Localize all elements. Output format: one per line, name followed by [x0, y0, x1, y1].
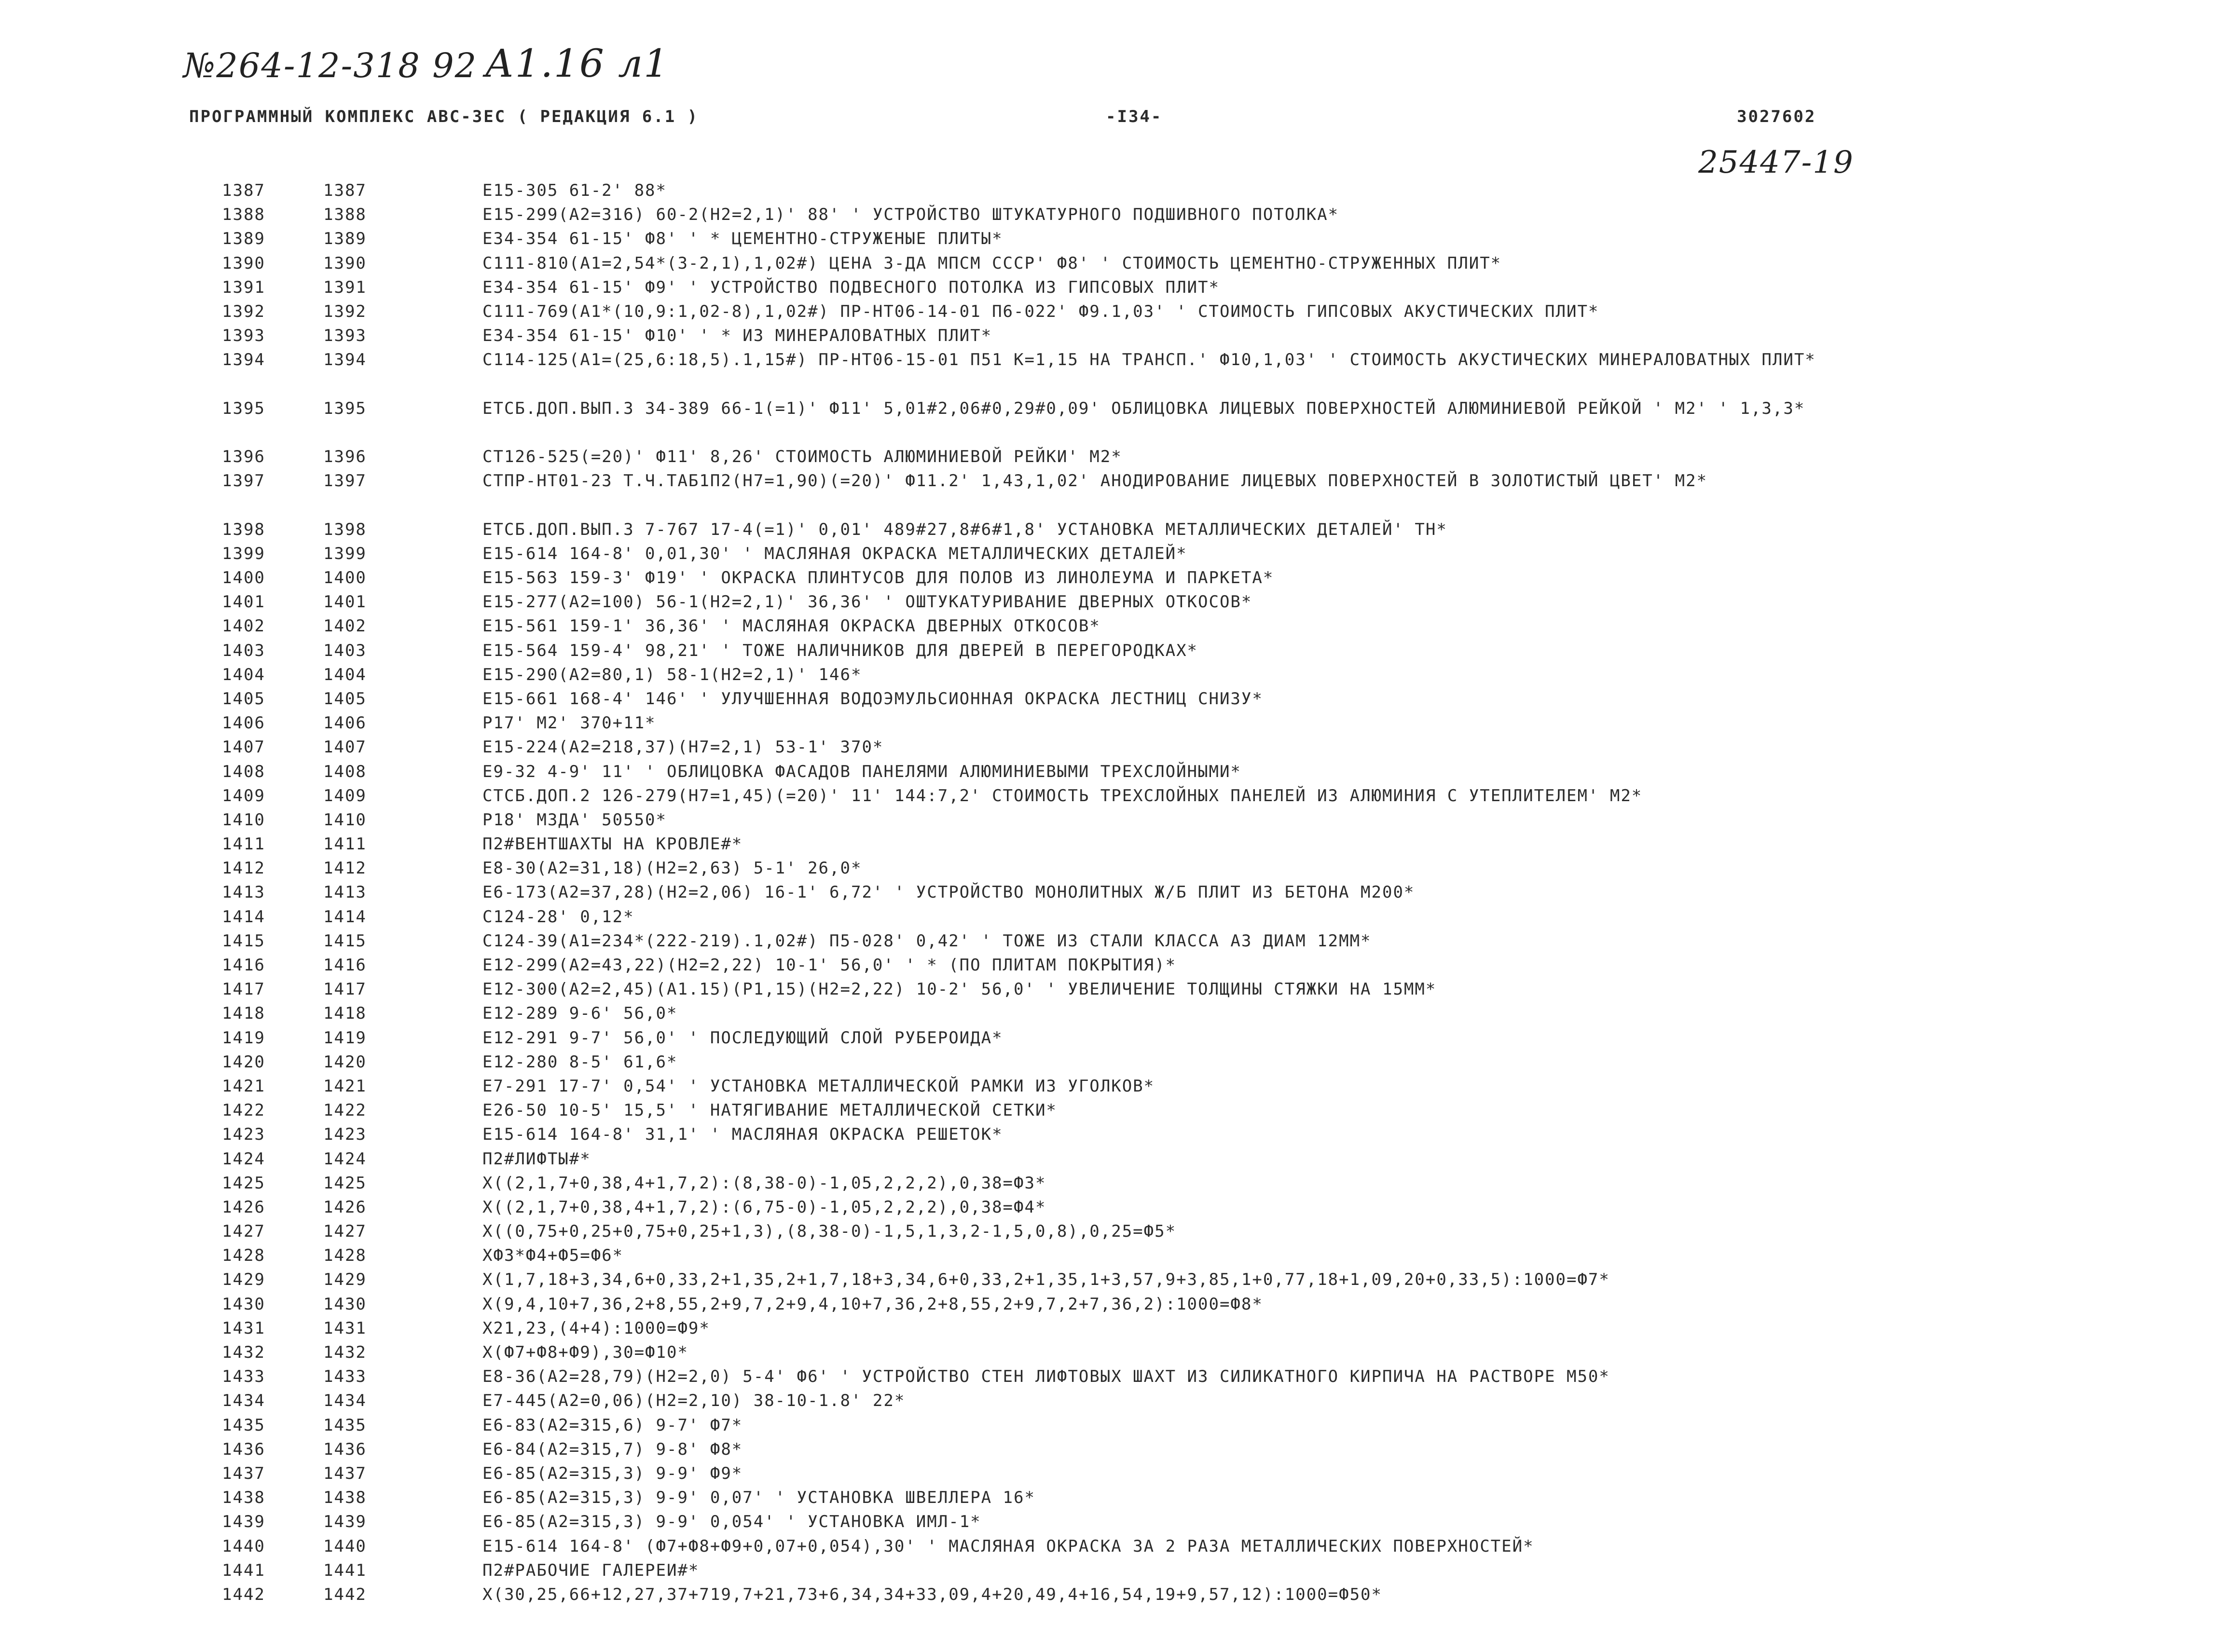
listing-row: [0, 348, 2228, 396]
line-number: 1431: [222, 1318, 265, 1338]
statement-text: Х((2,1,7+0,38,4+1,7,2):(8,38-0)-1,05,2,2,2),0,38=Ф3*: [482, 1173, 1046, 1193]
listing-row: [0, 542, 2228, 566]
statement-text: Е12-280 8-5' 61,6*: [482, 1052, 678, 1072]
line-number: 1423: [222, 1125, 265, 1145]
line-number: 1405: [222, 689, 265, 709]
listing-row: [0, 251, 2228, 275]
listing-row: [0, 832, 2228, 856]
handwritten-code: 25447-19: [1698, 145, 1854, 180]
handwritten-sheet-mark: А1.16 л1: [485, 41, 669, 86]
statement-text: Е34-354 61-15' Ф10' ' * ИЗ МИНЕРАЛОВАТНЫХ ПЛИТ*: [482, 326, 992, 346]
line-number: 1396: [222, 447, 265, 467]
statement-number: 1414: [323, 907, 367, 927]
statement-text: СТСБ.ДОП.2 126-279(Н7=1,45)(=20)' 11' 144:7,2' СТОИМОСТЬ ТРЕХСЛОЙНЫХ ПАНЕЛЕЙ ИЗ АЛЮМИНИЯ С УТЕПЛИТЕЛЕМ' М2*: [482, 786, 1643, 806]
statement-number: 1442: [323, 1584, 367, 1604]
statement-number: 1403: [323, 641, 367, 660]
statement-number: 1392: [323, 301, 367, 321]
statement-text: Е15-305 61-2' 88*: [482, 181, 667, 200]
statement-number: 1396: [323, 447, 367, 467]
statement-text: Е15-224(А2=218,37)(Н7=2,1) 53-1' 370*: [482, 737, 884, 757]
statement-text: С111-769(А1*(10,9:1,02-8),1,02#) ПР-НТ06-14-01 П6-022' Ф9.1,03' ' СТОИМОСТЬ ГИПСОВЫХ АКУСТИЧЕСКИХ ПЛИТ*: [482, 301, 1599, 321]
statement-number: 1411: [323, 834, 367, 854]
statement-number: 1393: [323, 326, 367, 346]
line-number: 1434: [222, 1391, 265, 1411]
statement-text: Е34-354 61-15' Ф8' ' * ЦЕМЕНТНО-СТРУЖЕНЫЕ ПЛИТЫ*: [482, 229, 1003, 249]
listing-row: [0, 929, 2228, 953]
listing-row: [0, 1122, 2228, 1147]
listing-row: [0, 1098, 2228, 1122]
listing-row: [0, 275, 2228, 300]
line-number: 1426: [222, 1197, 265, 1217]
listing-row: [0, 324, 2228, 348]
statement-text: П2#ЛИФТЫ#*: [482, 1149, 591, 1169]
listing-row: [0, 639, 2228, 663]
statement-text: Е12-300(А2=2,45)(А1.15)(Р1,15)(Н2=2,22) 10-2' 56,0' ' УВЕЛИЧЕНИЕ ТОЛЩИНЫ СТЯЖКИ НА 15ММ*: [482, 980, 1437, 999]
line-number: 1440: [222, 1536, 265, 1556]
listing-row: [0, 1413, 2228, 1437]
statement-number: 1417: [323, 980, 367, 999]
statement-text: Х(Ф7+Ф8+Ф9),30=Ф10*: [482, 1343, 688, 1363]
line-number: 1425: [222, 1173, 265, 1193]
listing-row: [0, 1340, 2228, 1365]
statement-text: Е6-84(А2=315,7) 9-8' Ф8*: [482, 1439, 743, 1459]
listing-row: [0, 735, 2228, 759]
statement-number: 1405: [323, 689, 367, 709]
line-number: 1416: [222, 956, 265, 975]
listing-row: [0, 687, 2228, 711]
statement-text: Е15-561 159-1' 36,36' ' МАСЛЯНАЯ ОКРАСКА ДВЕРНЫХ ОТКОСОВ*: [482, 616, 1100, 636]
statement-number: 1423: [323, 1125, 367, 1145]
listing-row: [0, 711, 2228, 735]
statement-text: СТПР-НТ01-23 Т.Ч.ТАБ1П2(Н7=1,90)(=20)' Ф11.2' 1,43,1,02' АНОДИРОВАНИЕ ЛИЦЕВЫХ ПОВЕРХНОСТЕЙ В ЗОЛОТИСТЫЙ ЦВЕТ' М2*: [482, 471, 1708, 491]
statement-number: 1399: [323, 544, 367, 563]
statement-number: 1395: [323, 398, 367, 418]
statement-text: Е7-291 17-7' 0,54' ' УСТАНОВКА МЕТАЛЛИЧЕСКОЙ РАМКИ ИЗ УГОЛКОВ*: [482, 1076, 1155, 1096]
statement-text: ХФ3*Ф4+Ф5=Ф6*: [482, 1246, 624, 1266]
statement-text: Х((2,1,7+0,38,4+1,7,2):(6,75-0)-1,05,2,2,2),0,38=Ф4*: [482, 1197, 1046, 1217]
listing-row: [0, 1219, 2228, 1243]
statement-number: 1416: [323, 956, 367, 975]
statement-number: 1434: [323, 1391, 367, 1411]
listing-row: [0, 396, 2228, 445]
line-number: 1409: [222, 786, 265, 806]
line-number: 1404: [222, 665, 265, 684]
listing-row: [0, 856, 2228, 880]
line-number: 1391: [222, 277, 265, 297]
listing-row: [0, 880, 2228, 904]
statement-number: 1389: [323, 229, 367, 249]
listing-row: [0, 1171, 2228, 1195]
listing-row: [0, 760, 2228, 784]
handwritten-reference-number: №264-12-318 92: [183, 46, 478, 85]
listing-row: [0, 663, 2228, 687]
statement-text: Р17' М2' 370+11*: [482, 713, 656, 733]
line-number: 1417: [222, 980, 265, 999]
listing-row: [0, 1389, 2228, 1413]
line-number: 1390: [222, 253, 265, 273]
statement-text: Е15-614 164-8' 31,1' ' МАСЛЯНАЯ ОКРАСКА РЕШЕТОК*: [482, 1125, 1003, 1145]
line-number: 1399: [222, 544, 265, 563]
listing-row: [0, 1558, 2228, 1583]
listing-row: [0, 178, 2228, 203]
line-number: 1398: [222, 519, 265, 539]
statement-number: 1426: [323, 1197, 367, 1217]
statement-text: Е7-445(А2=0,06)(Н2=2,10) 38-10-1.8' 22*: [482, 1391, 906, 1411]
statement-number: 1435: [323, 1415, 367, 1435]
statement-text: Е15-614 164-8' 0,01,30' ' МАСЛЯНАЯ ОКРАСКА МЕТАЛЛИЧЕСКИХ ДЕТАЛЕЙ*: [482, 544, 1187, 563]
listing-row: [0, 1001, 2228, 1025]
line-number: 1402: [222, 616, 265, 636]
statement-text: С111-810(А1=2,54*(3-2,1),1,02#) ЦЕНА 3-ДА МПСМ СССР' Ф8' ' СТОИМОСТЬ ЦЕМЕНТНО-СТРУЖЕННЫХ ПЛИТ*: [482, 253, 1502, 273]
line-number: 1436: [222, 1439, 265, 1459]
line-number: 1428: [222, 1246, 265, 1266]
statement-text: Е15-614 164-8' (Ф7+Ф8+Ф9+0,07+0,054),30' ' МАСЛЯНАЯ ОКРАСКА ЗА 2 РАЗА МЕТАЛЛИЧЕСКИХ ПОВЕРХНОСТЕЙ*: [482, 1536, 1534, 1556]
line-number: 1389: [222, 229, 265, 249]
program-header: ПРОГРАММНЫЙ КОМПЛЕКС АВС-ЗЕС ( РЕДАКЦИЯ 6.1 ): [189, 107, 699, 126]
listing-row: [0, 203, 2228, 227]
page-number: -I34-: [1106, 107, 1163, 126]
statement-number: 1408: [323, 762, 367, 781]
statement-text: Х(30,25,66+12,27,37+719,7+21,73+6,34,34+33,09,4+20,49,4+16,54,19+9,57,12):1000=Ф50*: [482, 1584, 1382, 1604]
statement-number: 1410: [323, 810, 367, 830]
listing-row: [0, 905, 2228, 929]
listing-row: [0, 808, 2228, 832]
document-number: 3027602: [1737, 107, 1816, 126]
listing-row: [0, 1583, 2228, 1607]
statement-text: П2#ВЕНТШАХТЫ НА КРОВЛЕ#*: [482, 834, 743, 854]
statement-text: СТ126-525(=20)' Ф11' 8,26' СТОИМОСТЬ АЛЮМИНИЕВОЙ РЕЙКИ' М2*: [482, 447, 1122, 467]
statement-text: Х(1,7,18+3,34,6+0,33,2+1,35,2+1,7,18+3,34,6+0,33,2+1,35,1+3,57,9+3,85,1+0,77,18+1,09,20+0,33,5):1000=Ф7*: [482, 1270, 1610, 1290]
listing-row: [0, 469, 2228, 517]
statement-number: 1433: [323, 1367, 367, 1387]
line-number: 1406: [222, 713, 265, 733]
statement-text: Е6-85(А2=315,3) 9-9' 0,07' ' УСТАНОВКА ШВЕЛЛЕРА 16*: [482, 1488, 1035, 1508]
listing-row: [0, 1243, 2228, 1268]
line-number: 1442: [222, 1584, 265, 1604]
statement-number: 1436: [323, 1439, 367, 1459]
statement-text: Р18' М3ДА' 50550*: [482, 810, 667, 830]
line-number: 1412: [222, 859, 265, 878]
line-number: 1437: [222, 1463, 265, 1483]
statement-number: 1407: [323, 737, 367, 757]
statement-text: Х21,23,(4+4):1000=Ф9*: [482, 1318, 710, 1338]
statement-number: 1412: [323, 859, 367, 878]
line-number: 1400: [222, 568, 265, 588]
statement-text: Е9-32 4-9' 11' ' ОБЛИЦОВКА ФАСАДОВ ПАНЕЛЯМИ АЛЮМИНИЕВЫМИ ТРЕХСЛОЙНЫМИ*: [482, 762, 1241, 781]
line-number: 1395: [222, 398, 265, 418]
listing-row: [0, 227, 2228, 251]
listing-row: [0, 1316, 2228, 1340]
statement-text: С124-39(А1=234*(222-219).1,02#) П5-028' 0,42' ' ТОЖЕ ИЗ СТАЛИ КЛАССА А3 ДИАМ 12ММ*: [482, 931, 1372, 951]
listing-row: [0, 1510, 2228, 1534]
statement-text: Е15-277(А2=100) 56-1(Н2=2,1)' 36,36' ' ОШТУКАТУРИВАНИЕ ДВЕРНЫХ ОТКОСОВ*: [482, 592, 1252, 612]
statement-number: 1429: [323, 1270, 367, 1290]
listing-row: [0, 1147, 2228, 1171]
statement-number: 1427: [323, 1222, 367, 1242]
statement-text: Е12-291 9-7' 56,0' ' ПОСЛЕДУЮЩИЙ СЛОЙ РУБЕРОИДА*: [482, 1028, 1003, 1048]
statement-number: 1415: [323, 931, 367, 951]
statement-number: 1387: [323, 181, 367, 200]
statement-number: 1402: [323, 616, 367, 636]
statement-number: 1419: [323, 1028, 367, 1048]
statement-text: С124-28' 0,12*: [482, 907, 634, 927]
line-number: 1407: [222, 737, 265, 757]
listing-row: [0, 1534, 2228, 1558]
line-number: 1427: [222, 1222, 265, 1242]
statement-number: 1430: [323, 1294, 367, 1314]
line-number: 1394: [222, 350, 265, 370]
statement-number: 1391: [323, 277, 367, 297]
line-number: 1392: [222, 301, 265, 321]
statement-text: Е8-36(А2=28,79)(Н2=2,0) 5-4' Ф6' ' УСТРОЙСТВО СТЕН ЛИФТОВЫХ ШАХТ ИЗ СИЛИКАТНОГО КИРПИЧА НА РАСТВОРЕ М50*: [482, 1367, 1610, 1387]
line-number: 1420: [222, 1052, 265, 1072]
listing-row: [0, 1074, 2228, 1098]
listing-row: [0, 1437, 2228, 1461]
line-number: 1418: [222, 1004, 265, 1024]
statement-number: 1413: [323, 883, 367, 902]
statement-number: 1441: [323, 1560, 367, 1580]
line-number: 1388: [222, 205, 265, 225]
line-number: 1410: [222, 810, 265, 830]
line-number: 1414: [222, 907, 265, 927]
line-number: 1422: [222, 1101, 265, 1120]
statement-number: 1404: [323, 665, 367, 684]
listing-row: [0, 1268, 2228, 1292]
listing-row: [0, 614, 2228, 638]
listing-row: [0, 1461, 2228, 1486]
listing-row: [0, 1026, 2228, 1050]
statement-text: Е6-85(А2=315,3) 9-9' Ф9*: [482, 1463, 743, 1483]
listing-row: [0, 445, 2228, 469]
listing-row: [0, 1365, 2228, 1389]
line-number: 1439: [222, 1512, 265, 1532]
statement-text: Е6-173(А2=37,28)(Н2=2,06) 16-1' 6,72' ' УСТРОЙСТВО МОНОЛИТНЫХ Ж/Б ПЛИТ ИЗ БЕТОНА М200*: [482, 883, 1415, 902]
statement-number: 1421: [323, 1076, 367, 1096]
listing: [0, 178, 2228, 1607]
statement-number: 1398: [323, 519, 367, 539]
statement-number: 1424: [323, 1149, 367, 1169]
line-number: 1419: [222, 1028, 265, 1048]
listing-row: [0, 1292, 2228, 1316]
statement-number: 1390: [323, 253, 367, 273]
statement-text: Е15-299(А2=316) 60-2(Н2=2,1)' 88' ' УСТРОЙСТВО ШТУКАТУРНОГО ПОДШИВНОГО ПОТОЛКА*: [482, 205, 1339, 225]
statement-number: 1406: [323, 713, 367, 733]
statement-text: Х((0,75+0,25+0,75+0,25+1,3),(8,38-0)-1,5,1,3,2-1,5,0,8),0,25=Ф5*: [482, 1222, 1177, 1242]
line-number: 1393: [222, 326, 265, 346]
line-number: 1435: [222, 1415, 265, 1435]
listing-row: [0, 1050, 2228, 1074]
listing-row: [0, 784, 2228, 808]
statement-number: 1420: [323, 1052, 367, 1072]
line-number: 1413: [222, 883, 265, 902]
statement-text: ЕТСБ.ДОП.ВЫП.3 34-389 66-1(=1)' Ф11' 5,01#2,06#0,29#0,09' ОБЛИЦОВКА ЛИЦЕВЫХ ПОВЕРХНОСТЕЙ АЛЮМИНИЕВОЙ РЕЙКОЙ ' М2' ' 1,3,3*: [482, 398, 1805, 418]
statement-text: П2#РАБОЧИЕ ГАЛЕРЕИ#*: [482, 1560, 700, 1580]
statement-number: 1422: [323, 1101, 367, 1120]
statement-text: ЕТСБ.ДОП.ВЫП.3 7-767 17-4(=1)' 0,01' 489#27,8#6#1,8' УСТАНОВКА МЕТАЛЛИЧЕСКИХ ДЕТАЛЕЙ' ТН*: [482, 519, 1447, 539]
listing-row: [0, 518, 2228, 542]
listing-row: [0, 1195, 2228, 1219]
listing-row: [0, 590, 2228, 614]
listing-row: [0, 300, 2228, 324]
statement-text: С114-125(А1=(25,6:18,5).1,15#) ПР-НТ06-15-01 П51 К=1,15 НА ТРАНСП.' Ф10,1,03' ' СТОИМОСТЬ АКУСТИЧЕСКИХ МИНЕРАЛОВАТНЫХ ПЛИТ*: [482, 350, 1816, 370]
line-number: 1433: [222, 1367, 265, 1387]
statement-text: Е15-564 159-4' 98,21' ' ТОЖЕ НАЛИЧНИКОВ ДЛЯ ДВЕРЕЙ В ПЕРЕГОРОДКАХ*: [482, 641, 1198, 660]
statement-number: 1440: [323, 1536, 367, 1556]
line-number: 1441: [222, 1560, 265, 1580]
line-number: 1421: [222, 1076, 265, 1096]
line-number: 1415: [222, 931, 265, 951]
statement-number: 1431: [323, 1318, 367, 1338]
listing-row: [0, 953, 2228, 977]
line-number: 1403: [222, 641, 265, 660]
statement-number: 1397: [323, 471, 367, 491]
statement-text: Е15-290(А2=80,1) 58-1(Н2=2,1)' 146*: [482, 665, 862, 684]
statement-number: 1401: [323, 592, 367, 612]
statement-number: 1439: [323, 1512, 367, 1532]
line-number: 1438: [222, 1488, 265, 1508]
line-number: 1387: [222, 181, 265, 200]
statement-text: Е34-354 61-15' Ф9' ' УСТРОЙСТВО ПОДВЕСНОГО ПОТОЛКА ИЗ ГИПСОВЫХ ПЛИТ*: [482, 277, 1220, 297]
statement-text: Е15-661 168-4' 146' ' УЛУЧШЕННАЯ ВОДОЭМУЛЬСИОННАЯ ОКРАСКА ЛЕСТНИЦ СНИЗУ*: [482, 689, 1263, 709]
listing-row: [0, 1486, 2228, 1510]
statement-text: Е6-83(А2=315,6) 9-7' Ф7*: [482, 1415, 743, 1435]
listing-row: [0, 977, 2228, 1001]
statement-text: Е6-85(А2=315,3) 9-9' 0,054' ' УСТАНОВКА ИМЛ-1*: [482, 1512, 981, 1532]
line-number: 1432: [222, 1343, 265, 1363]
statement-text: Е12-299(А2=43,22)(Н2=2,22) 10-1' 56,0' ' * (ПО ПЛИТАМ ПОКРЫТИЯ)*: [482, 956, 1177, 975]
line-number: 1430: [222, 1294, 265, 1314]
statement-number: 1438: [323, 1488, 367, 1508]
line-number: 1429: [222, 1270, 265, 1290]
statement-text: Е15-563 159-3' Ф19' ' ОКРАСКА ПЛИНТУСОВ ДЛЯ ПОЛОВ ИЗ ЛИНОЛЕУМА И ПАРКЕТА*: [482, 568, 1274, 588]
statement-number: 1400: [323, 568, 367, 588]
statement-number: 1437: [323, 1463, 367, 1483]
line-number: 1401: [222, 592, 265, 612]
statement-number: 1394: [323, 350, 367, 370]
statement-number: 1432: [323, 1343, 367, 1363]
statement-text: Х(9,4,10+7,36,2+8,55,2+9,7,2+9,4,10+7,36,2+8,55,2+9,7,2+7,36,2):1000=Ф8*: [482, 1294, 1263, 1314]
statement-text: Е26-50 10-5' 15,5' ' НАТЯГИВАНИЕ МЕТАЛЛИЧЕСКОЙ СЕТКИ*: [482, 1101, 1057, 1120]
statement-number: 1409: [323, 786, 367, 806]
statement-number: 1418: [323, 1004, 367, 1024]
statement-text: Е8-30(А2=31,18)(Н2=2,63) 5-1' 26,0*: [482, 859, 862, 878]
statement-number: 1425: [323, 1173, 367, 1193]
line-number: 1424: [222, 1149, 265, 1169]
statement-text: Е12-289 9-6' 56,0*: [482, 1004, 678, 1024]
line-number: 1411: [222, 834, 265, 854]
statement-number: 1388: [323, 205, 367, 225]
listing-row: [0, 566, 2228, 590]
statement-number: 1428: [323, 1246, 367, 1266]
line-number: 1408: [222, 762, 265, 781]
line-number: 1397: [222, 471, 265, 491]
